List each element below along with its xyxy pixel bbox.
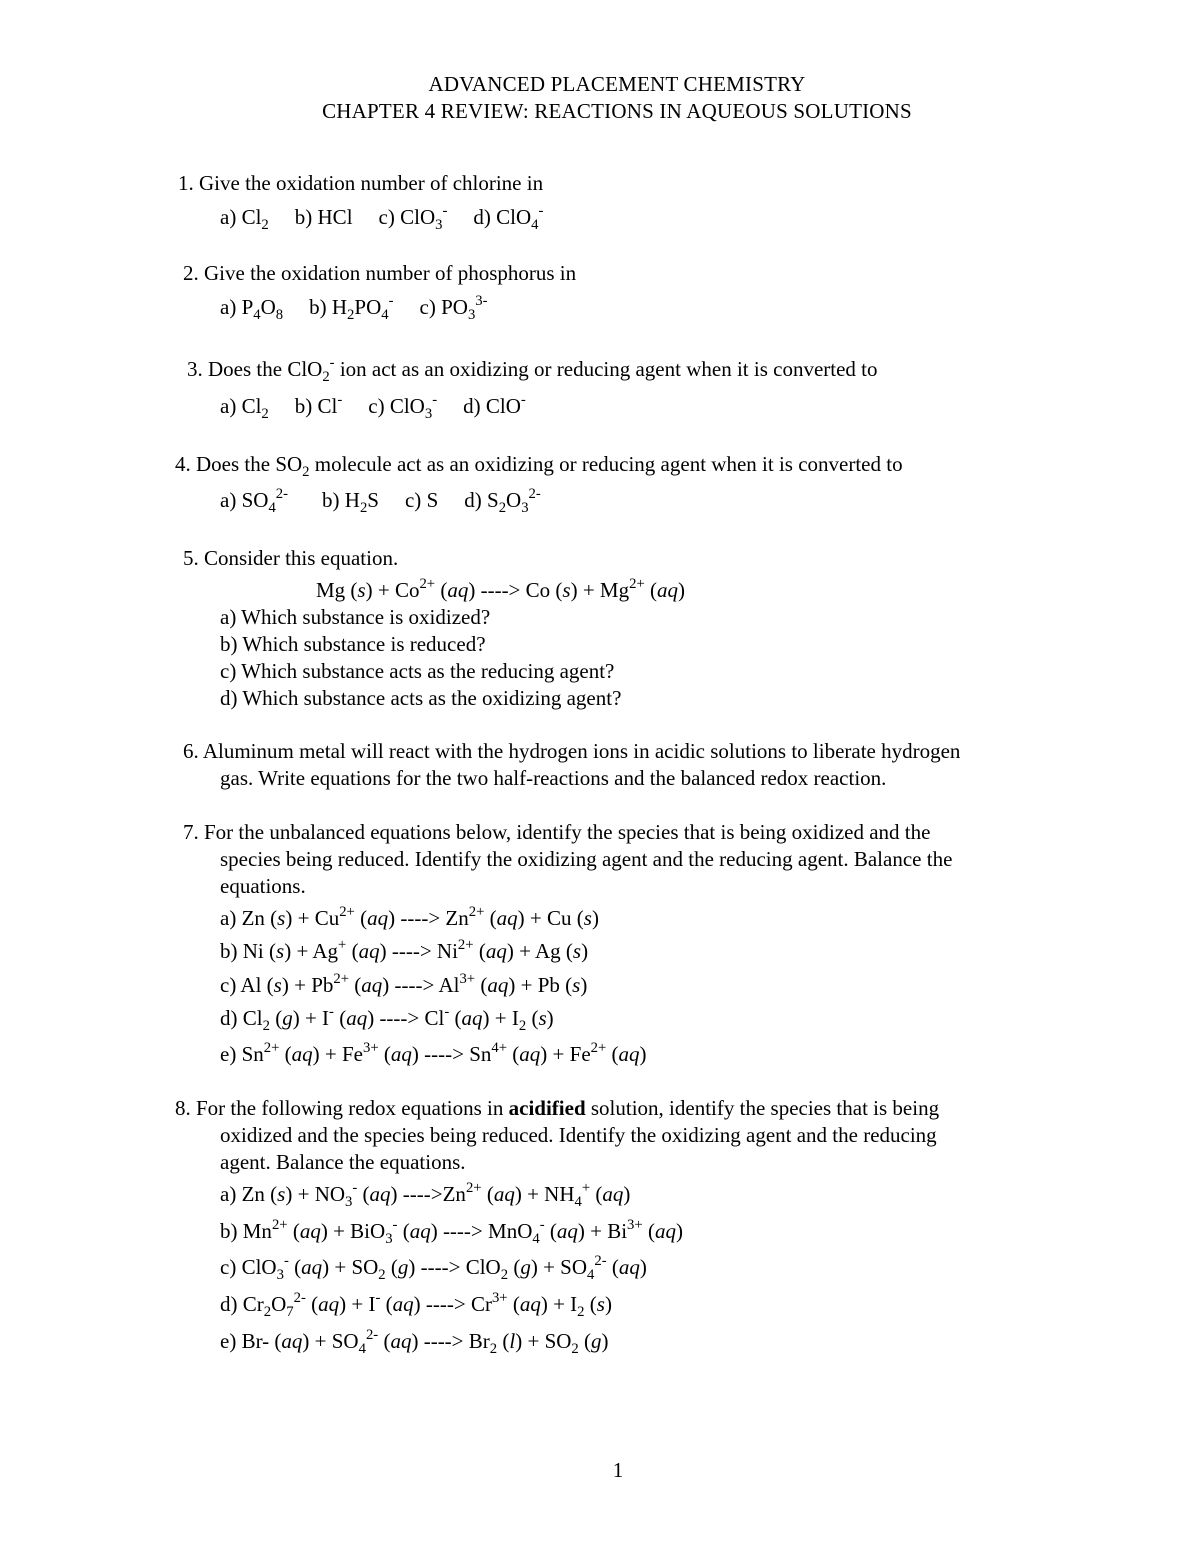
q2-prompt: 2. Give the oxidation number of phosphorus in xyxy=(183,261,577,285)
q4-options: a) $SO_4^{2-}$ b) $H_2S$ c) S d) $S_2O_3^{2-}$ xyxy=(220,486,541,516)
q7-line3: equations. xyxy=(220,874,306,898)
q3-options: a) $Cl_2$ b) Cl- c) ClO$_3$- d) ClO- xyxy=(220,392,526,422)
q7-equation-b: b) Ni (s) + Ag+ (aq) ----> $Ni^{2+}$ (aq) + Ag (s) xyxy=(220,937,589,963)
q8-equation-b: b) $Mn^{2+}$ (aq) + BiO$_3$- (aq) ----> MnO$_4$- $(aq) + Bi^{3+}$ (aq) xyxy=(220,1217,683,1247)
q8-equation-c: c) ClO$_3$- $(aq) + SO_2$ (g) ----> ClO$_2$ $(g) + SO_4^{2-}$ (aq) xyxy=(220,1253,647,1283)
course-title: ADVANCED PLACEMENT CHEMISTRY xyxy=(428,72,806,96)
q7-equation-d: d) $Cl_2$ (g) + I- (aq) ----> Cl- $(aq) + I_2$ (s) xyxy=(220,1004,554,1034)
q8-equation-e: e) Br- $(aq) + SO_4^{2-}$ (aq) ----> $Br_2$ $(l) + SO_2$ (g) xyxy=(220,1327,609,1357)
q1-options: a) $Cl_2$ b) HCl c) ClO$_3$- d) ClO$_4$- xyxy=(220,203,544,233)
q7-equation-c: c) Al $(s) + Pb^{2+}$ (aq) ----> $Al^{3+}$ (aq) + Pb (s) xyxy=(220,971,588,997)
q1-prompt: 1. Give the oxidation number of chlorine in xyxy=(178,171,544,195)
q7-equation-a: a) Zn $(s) + Cu^{2+}$ (aq) ----> $Zn^{2+}$ (aq) + Cu (s) xyxy=(220,904,599,930)
q8-equation-a: a) Zn $(s) + NO_3^-$ (aq) $---->Zn^{2+}$ $(aq) + NH_4^+$ (aq) xyxy=(220,1180,631,1210)
q8-line1: 8. For the following redox equations in acidified solution, identify the species that is being xyxy=(175,1096,940,1120)
q5-part-c: c) Which substance acts as the reducing agent? xyxy=(220,659,615,683)
q7-line2: species being reduced. Identify the oxidizing agent and the reducing agent. Balance the xyxy=(220,847,953,871)
page-number: 1 xyxy=(612,1458,624,1482)
q7-line1: 7. For the unbalanced equations below, identify the species that is being oxidized and the xyxy=(183,820,931,844)
q8-line2: oxidized and the species being reduced. Identify the oxidizing agent and the reducing xyxy=(220,1123,937,1147)
q5-prompt: 5. Consider this equation. xyxy=(183,546,399,570)
q4-prompt: 4. Does the $SO_2$ molecule act as an oxidizing or reducing agent when it is converted to xyxy=(175,452,903,480)
q5-part-b: b) Which substance is reduced? xyxy=(220,632,486,656)
q5-part-d: d) Which substance acts as the oxidizing agent? xyxy=(220,686,622,710)
q7-equation-e: e) $Sn^{2+}$ $(aq) + Fe^{3+}$ (aq) ----> $Sn^{4+}$ $(aq) + Fe^{2+}$ (aq) xyxy=(220,1040,647,1066)
q5-part-a: a) Which substance is oxidized? xyxy=(220,605,491,629)
q5-equation: Mg $(s) + Co^{2+}$ (aq) ----> Co $(s) + Mg^{2+}$ (aq) xyxy=(316,576,685,602)
q6-line1: 6. Aluminum metal will react with the hydrogen ions in acidic solutions to liberate hydrogen xyxy=(183,739,961,763)
q2-options: a) $P_4O_8$ b) $H_2PO_4^-$ c) $PO_3^{3-}$ xyxy=(220,293,488,323)
q8-line3: agent. Balance the equations. xyxy=(220,1150,466,1174)
q3-prompt: 3. Does the ClO$_2$- ion act as an oxidizing or reducing agent when it is converted to xyxy=(187,355,878,385)
chapter-title: CHAPTER 4 REVIEW: REACTIONS IN AQUEOUS SOLUTIONS xyxy=(322,99,912,123)
q6-line2: gas. Write equations for the two half-reactions and the balanced redox reaction. xyxy=(220,766,887,790)
q8-equation-d: d) $Cr_2O_7^{2-}$ (aq) + I- (aq) ----> $Cr^{3+}$ $(aq) + I_2$ (s) xyxy=(220,1290,612,1320)
